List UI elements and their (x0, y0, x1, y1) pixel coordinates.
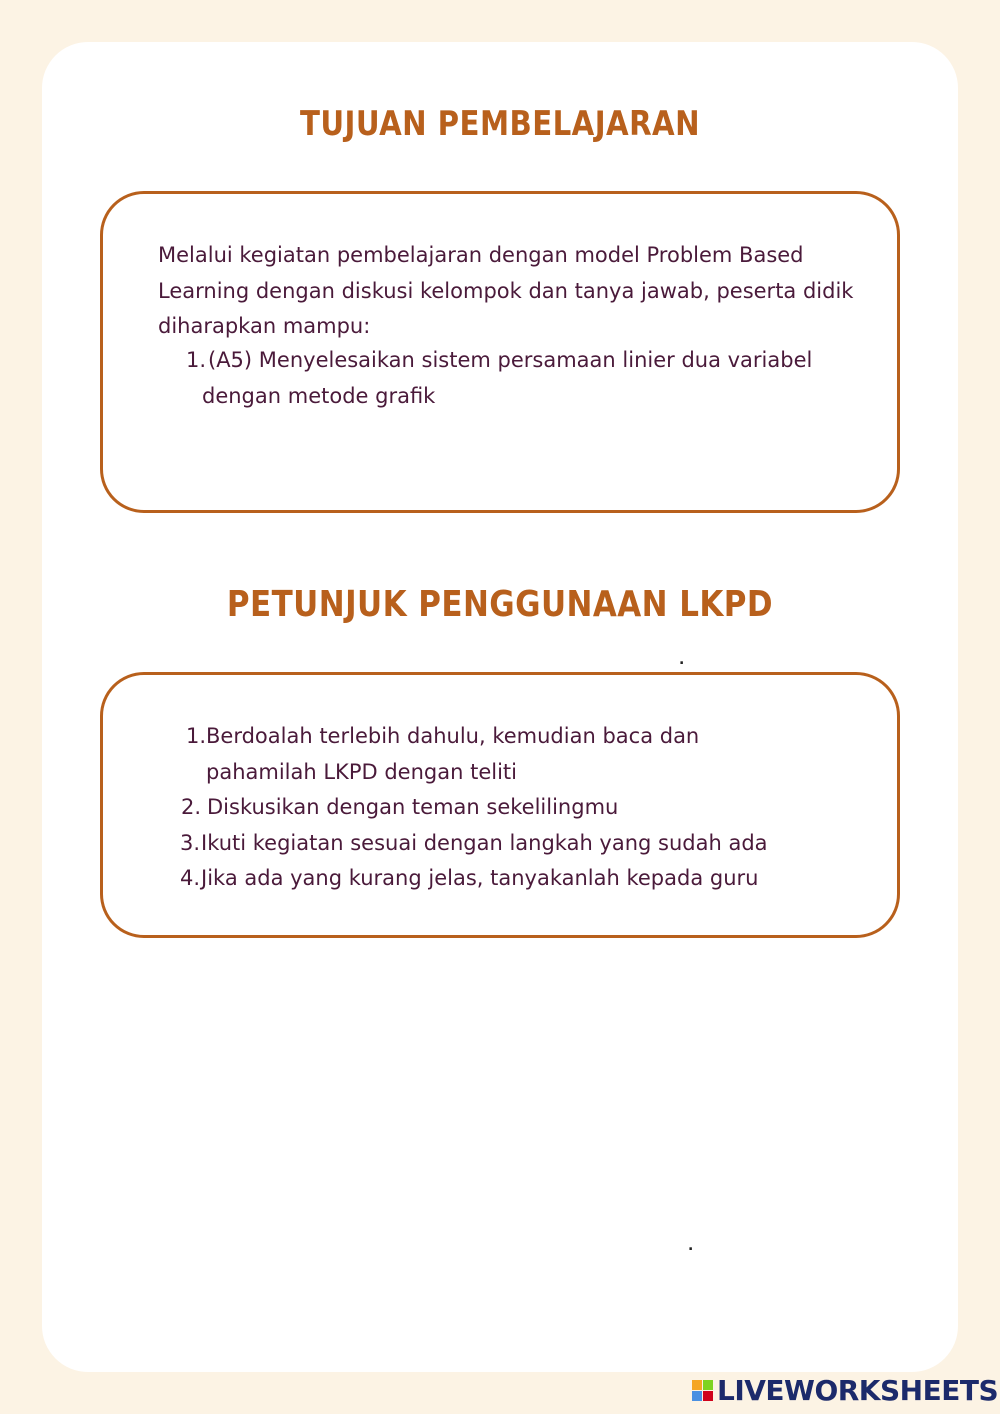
liveworksheets-logo-mark-icon (692, 1380, 713, 1401)
logo-square-icon (692, 1380, 702, 1390)
logo-square-icon (692, 1391, 702, 1401)
tujuan-intro: Melalui kegiatan pembelajaran dengan model Problem Based Learning dengan diskusi kelompok dan tanya jawab, peserta didik diharapkan mampu: (158, 243, 854, 338)
list-item (180, 790, 870, 826)
list-item (186, 343, 866, 414)
liveworksheets-logo[interactable] (692, 1372, 998, 1408)
list-item-number: 3. (180, 830, 201, 855)
list-item-number: 1. (186, 348, 207, 372)
list-item-number: 1. (186, 724, 207, 748)
petunjuk-list (180, 719, 870, 897)
list-item-text: Diskusikan dengan teman sekelilingmu (207, 795, 619, 819)
tujuan-list (186, 343, 866, 414)
logo-square-icon (703, 1391, 713, 1401)
list-item (180, 719, 870, 790)
list-item (180, 826, 870, 862)
stray-dot: . (679, 652, 685, 668)
list-item-number: 4. (180, 866, 201, 890)
logo-square-icon (703, 1380, 713, 1390)
liveworksheets-logo-text: LIVEWORKSHEETS (717, 1373, 999, 1407)
list-item-text: Jika ada yang kurang jelas, tanyakanlah kepada guru (201, 866, 759, 890)
list-item-text-content: (A5) Menyelesaikan sistem persamaan linier dua variabel dengan metode grafik (202, 348, 813, 408)
list-item-text (186, 343, 866, 414)
section-title-petunjuk: PETUNJUK PENGGUNAAN LKPD (226, 584, 774, 625)
stray-dot: . (688, 1238, 694, 1254)
list-item-text: Ikuti kegiatan sesuai dengan langkah yang sudah ada (201, 830, 768, 855)
list-item (180, 861, 870, 897)
list-item-text: Berdoalah terlebih dahulu, kemudian baca dan pahamilah LKPD dengan teliti (206, 724, 700, 784)
list-item-number: 2. (181, 795, 202, 819)
section-title-tujuan: TUJUAN PEMBELAJARAN (299, 104, 701, 144)
